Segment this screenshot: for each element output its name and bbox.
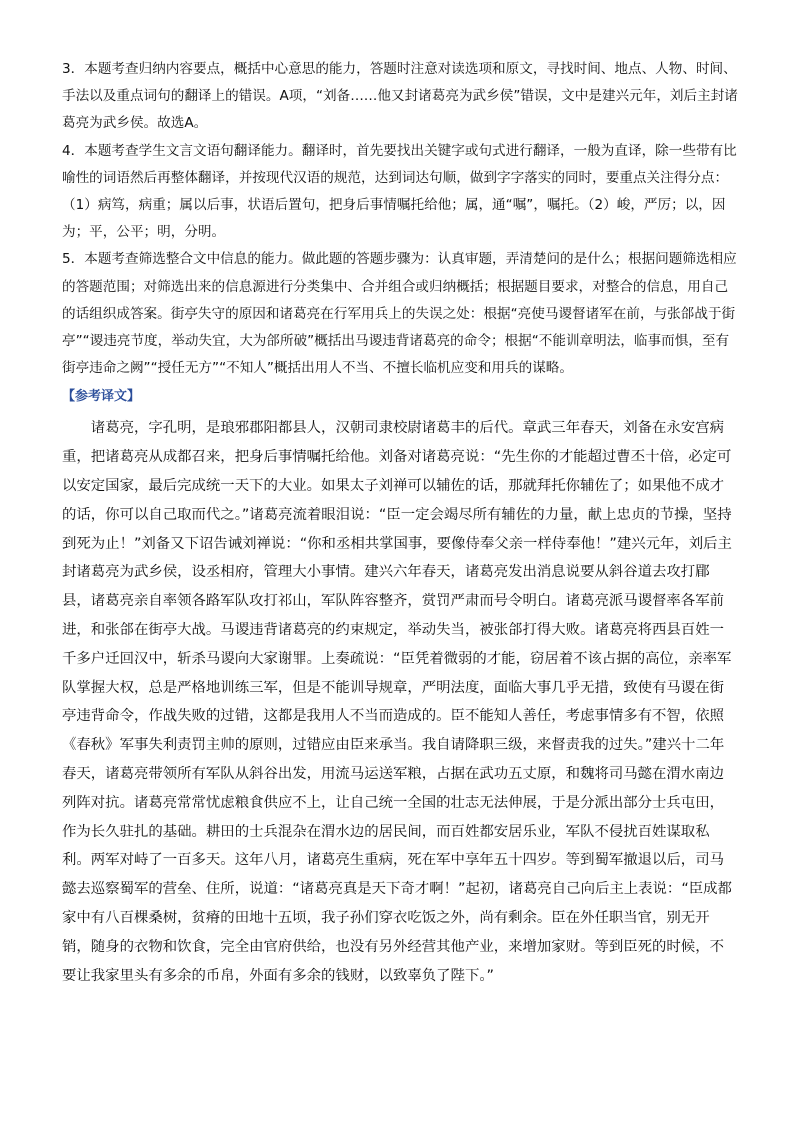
- reference-translation-text: 诸葛亮，字孔明，是琅邪郡阳都县人，汉朝司隶校尉诸葛丰的后代。章武三年春天，刘备在永安宫病重，把诸葛亮从成都召来，把身后事情嘱托给他。刘备对诸葛亮说：“先生你的才能超过曹丕十倍，必定可以安定国家，最后完成统一天下的大业。如果太子刘禅可以辅佐的话，那就拜托你辅佐了；如果他不成才的话，你可以自己取而代之。”诸葛亮流着眼泪说：“臣一定会竭尽所有辅佐的力量，献上忠贞的节操，坚持到死为止！”刘备又下诏告诫刘禅说：“你和丞相共掌国事，要像侍奉父亲一样侍奉他！”建兴元年，刘后主封诸葛亮为武乡侯，设丞相府，管理大小事情。建兴六年春天，诸葛亮发出消息说要从斜谷道去攻打郿县，诸葛亮亲自率领各路军队攻打祁山，军队阵容整齐，赏罚严肃而号令明白。诸葛亮派马谡督率各军前进，和张郃在街亭大战。马谡违背诸葛亮的约束规定，举动失当，被张郃打得大败。诸葛亮将西县百姓一千多户迁回汉中，斩杀马谡向大家谢罪。上奏疏说：“臣凭着微弱的才能，窃居着不该占据的高位，亲率军队掌握大权，总是严格地训练三军，但是不能训导规章，严明法度，面临大事几乎无措，致使有马谡在街亭违背命令，作战失败的过错，这都是我用人不当而造成的。臣不能知人善任，考虑事情多有不智，依照《春秋》军事失利责罚主帅的原则，过错应由臣来承当。我自请降职三级，来督责我的过失。”建兴十二年春天，诸葛亮带领所有军队从斜谷出发，用流马运送军粮，占据在武功五丈原，和魏将司马懿在渭水南边列阵对抗。诸葛亮常常忧虑粮食供应不上，让自己统一全国的壮志无法伸展，于是分派出部分士兵屯田，作为长久驻扎的基础。耕田的士兵混杂在渭水边的居民间，而百姓都安居乐业，军队不侵扰百姓谋取私利。两军对峙了一百多天。这年八月，诸葛亮生重病，死在军中享年五十四岁。等到蜀军撤退以后，司马懿去巡察蜀军的营垒、住所，说道：“诸葛亮真是天下奇才啊！”起初，诸葛亮自己向后主上表说：“臣成都家中有八百棵桑树，贫瘠的田地十五顷，我子孙们穿衣吃饭之外，尚有剩余。臣在外任职当官，别无开销，随身的衣物和饮食，完全由官府供给，也没有另外经营其他产业，来增加家财。等到臣死的时候，不要让我家里头有多余的币帛，外面有多余的钱财，以致辜负了陛下。”: [62, 420, 732, 984]
- answer-4: 4．本题考查学生文言文语句翻译能力。翻译时，首先要找出关键字或句式进行翻译，一般为直译，除一些带有比喻性的词语然后再整体翻译，并按现代汉语的规范，达到词达句顺，做到字字落实的同时，要重点关注得分点：（1）病笃，病重；属以后事，状语后置句，把身后事情嘱托给他；属，通“嘱”，嘱托。（2）峻，严厉；以，因为；平，公平；明，分明。: [62, 142, 737, 241]
- document-page: [62, 56, 738, 990]
- reference-translation-heading: 【参考译文】: [62, 389, 141, 405]
- answer-3: 3．本题考查归纳内容要点，概括中心意思的能力，答题时注意对读选项和原文，寻找时间、地点、人物、时间、手法以及重点词句的翻译上的错误。A项，“刘备……他又封诸葛亮为武乡侯”错误，文中是建兴元年，刘后主封诸葛亮为武乡侯。故选A。: [62, 61, 738, 132]
- answer-5: 5．本题考查筛选整合文中信息的能力。做此题的答题步骤为：认真审题，弄清楚问的是什么；根据问题筛选相应的答题范围；对筛选出来的信息源进行分类集中、合并组合或归纳概括；根据题目要求，对整合的信息，用自己的话组织成答案。街亭失守的原因和诸葛亮在行军用兵上的失误之处：根据“亮使马谡督诸军在前，与张郃战于街亭”“谡违亮节度，举动失宜，大为郃所破”概括出马谡违背诸葛亮的命令；根据“不能训章明法，临事而惧，至有街亭违命之阙”“授任无方”“不知人”概括出用人不当、不擅长临机应变和用兵的谋略。: [62, 251, 737, 377]
